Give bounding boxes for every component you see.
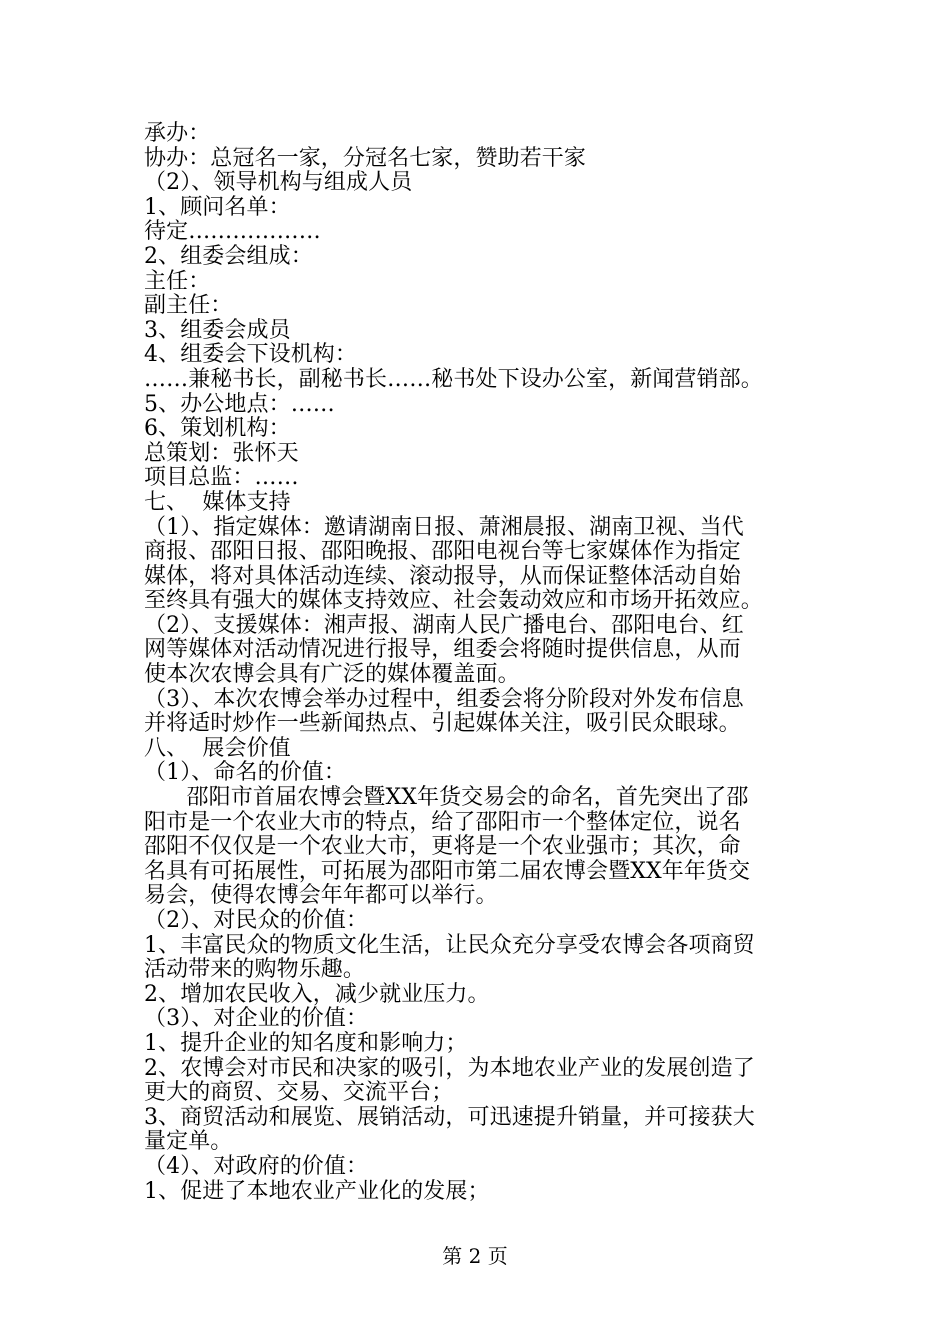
text-line: 活动带来的购物乐趣。	[144, 957, 366, 983]
text-line: 阳市是一个农业大市的特点，给了邵阳市一个整体定位，说名	[144, 809, 741, 835]
text-line: 使本次农博会具有广泛的媒体覆盖面。	[144, 662, 520, 688]
text-line: 至终具有强大的媒体支持效应、社会轰动效应和市场开拓效应。	[144, 588, 763, 614]
text-line: 量定单。	[144, 1129, 233, 1155]
text-line: 待定………………	[144, 219, 321, 245]
text-line: 1、提升企业的知名度和影响力；	[144, 1030, 468, 1056]
text-line: 易会，使得农博会年年都可以举行。	[144, 883, 498, 909]
section-heading: 七、 媒体支持	[144, 489, 291, 515]
text-line: 1、丰富民众的物质文化生活，让民众充分享受农博会各项商贸	[144, 932, 755, 958]
text-line: 3、组委会成员	[144, 317, 291, 343]
text-line: 2、组委会组成：	[144, 243, 313, 269]
text-line: 项目总监：……	[144, 465, 299, 491]
text-line: 媒体，将对具体活动连续、滚动报导，从而保证整体活动自始	[144, 563, 741, 589]
text-line: （1）、指定媒体：邀请湖南日报、萧湘晨报、湖南卫视、当代	[144, 514, 744, 540]
text-line: 总策划：张怀天	[144, 440, 299, 466]
text-line: （2）、支援媒体：湘声报、湖南人民广播电台、邵阳电台、红	[144, 612, 744, 638]
text-line: （4）、对政府的价值：	[144, 1153, 369, 1179]
document-body	[144, 122, 808, 1204]
section-heading: （2）、领导机构与组成人员	[144, 170, 413, 196]
section-heading: 八、 展会价值	[144, 735, 291, 761]
text-line: 3、商贸活动和展览、展销活动，可迅速提升销量，并可接获大	[144, 1104, 755, 1130]
text-line: （1）、命名的价值：	[144, 760, 346, 786]
text-line: ……兼秘书长，副秘书长……秘书处下设办公室，新闻营销部。	[144, 366, 763, 392]
text-line: 更大的商贸、交易、交流平台；	[144, 1080, 454, 1106]
text-line: 6、策划机构：	[144, 416, 291, 442]
text-line: 主任：	[144, 268, 211, 294]
text-line: 邵阳不仅仅是一个农业大市，更将是一个农业强市；其次，命	[144, 834, 741, 860]
text-line: 5、办公地点：……	[144, 391, 335, 417]
text-line: 协办：总冠名一家，分冠名七家，赞助若干家	[144, 145, 587, 171]
text-line: 名具有可拓展性，可拓展为邵阳市第二届农博会暨XX年年货交	[144, 858, 751, 884]
text-line: 2、增加农民收入，减少就业压力。	[144, 981, 490, 1007]
text-line: 副主任：	[144, 293, 233, 319]
text-line: （3）、对企业的价值：	[144, 1006, 369, 1032]
text-line: 邵阳市首届农博会暨XX年货交易会的命名，首先突出了邵	[144, 785, 749, 811]
text-line: 2、农博会对市民和决家的吸引，为本地农业产业的发展创造了	[144, 1055, 755, 1081]
text-line: 并将适时炒作一些新闻热点、引起媒体关注，吸引民众眼球。	[144, 711, 741, 737]
text-line: （3）、本次农博会举办过程中，组委会将分阶段对外发布信息	[144, 686, 744, 712]
text-line: 承办：	[144, 121, 211, 146]
text-line: 4、组委会下设机构：	[144, 342, 357, 368]
text-line: 1、顾问名单：	[144, 194, 291, 220]
page-number: 第 2 页	[442, 1244, 508, 1268]
text-line: 1、促进了本地农业产业化的发展；	[144, 1178, 490, 1204]
text-line: （2）、对民众的价值：	[144, 908, 369, 933]
text-line: 商报、邵阳日报、邵阳晚报、邵阳电视台等七家媒体作为指定	[144, 539, 741, 565]
text-line: 网等媒体对活动情况进行报导，组委会将随时提供信息，从而	[144, 637, 741, 663]
